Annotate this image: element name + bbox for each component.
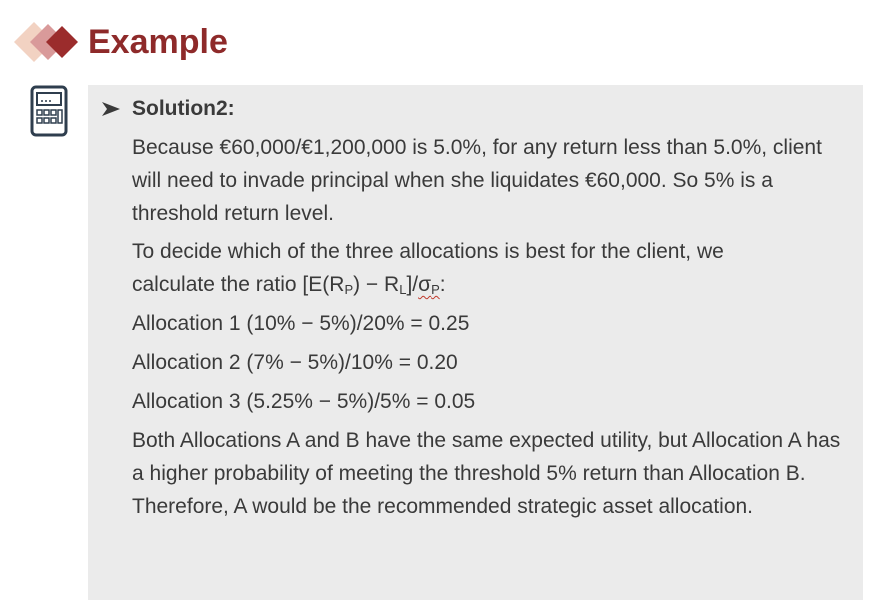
- diamond-logo-icon: [14, 20, 84, 64]
- conclusion-paragraph: Both Allocations A and B have the same expected utility, but Allocation A has a higher probability of meeting the threshold 5% return than Allocation B. Therefore, A would be the recommended strategic asset allocation.: [132, 429, 841, 518]
- solution-box: [88, 85, 863, 600]
- ratio-paragraph: [132, 235, 849, 301]
- solution-heading-row: [100, 93, 849, 125]
- ratio-sub-p: P: [344, 282, 354, 297]
- ratio-after: ]/: [406, 273, 419, 296]
- page-title: Example: [88, 23, 228, 61]
- ratio-line-1: To decide which of the three allocations is best for the client, we: [132, 240, 724, 263]
- sigma-term: [418, 273, 440, 296]
- ratio-colon: :: [439, 273, 446, 296]
- arrow-bullet-icon: [100, 99, 122, 119]
- allocation-1-line: Allocation 1 (10% − 5%)/20% = 0.25: [132, 312, 470, 335]
- sigma-sub: P: [431, 282, 440, 297]
- allocation-2-line: Allocation 2 (7% − 5%)/10% = 0.20: [132, 351, 458, 374]
- solution-heading: Solution2:: [132, 97, 235, 120]
- calculator-icon: [30, 85, 68, 137]
- ratio-mid: ) − R: [353, 273, 400, 296]
- threshold-paragraph: Because €60,000/€1,200,000 is 5.0%, for any return less than 5.0%, client will need to invade principal when she liquidates €60,000. So 5% is a threshold return level.: [132, 136, 822, 225]
- ratio-prefix: calculate the ratio [E(R: [132, 273, 345, 296]
- ratio-sub-l: L: [399, 282, 407, 297]
- allocation-3-line: Allocation 3 (5.25% − 5%)/5% = 0.05: [132, 390, 476, 413]
- sigma-symbol: σ: [418, 273, 432, 296]
